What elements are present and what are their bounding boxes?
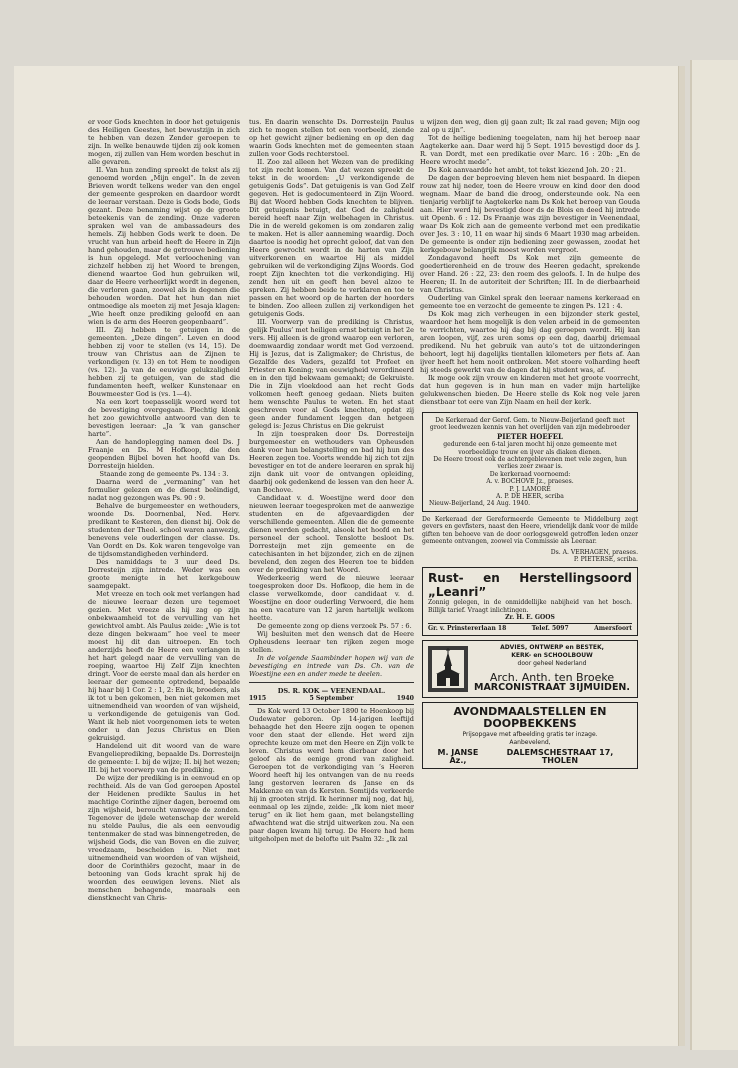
ad-architect: [422, 640, 638, 698]
notice-line: De kerkeraad voornoemd:: [489, 470, 571, 478]
col3-paragraph: Ik moge ook zijn vrouw en kinderen met het groote voorrecht, dat hun gegeven is in hun man en vader mijn hartelijke gelukwenschen bieden. De Heere stelle ds Kok nog vele jaren dienstbaar tot eere van Zijn Naam en heil der kerk.: [420, 374, 640, 406]
col1-paragraph: Aan de handoplegging namen deel Ds. J Fraanje en Ds. M Hofkoop, die den geopenden Bijbel boven het hoofd van Ds. Dorresteijn hielden.: [88, 438, 240, 470]
ad-communion-line: Prijsopgave met afbeelding gratis ter inzage.: [462, 731, 598, 739]
ad-architect-line: door geheel Nederland: [517, 660, 587, 668]
notice-line: Nieuw-Beijerland, 24 Aug. 1940.: [429, 500, 531, 508]
notice-line: gedurende een 6-tal jaren mocht hij onze gemeente met voorbeeldige trouw en ijver als diaken dienen.: [443, 441, 617, 456]
column-2: [249, 118, 414, 843]
col2-paragraph: tus. En daarin wenschte Ds. Dorresteijn Paulus zich te mogen stellen tot een voorbeeld, ziende op het gewicht zijner bediening en op den dag waarin Gods knechten met de gemeenten staan zullen voor Gods rechterstoel.: [249, 118, 414, 158]
ad-communion-title: AVONDMAALSTELLEN EN: [453, 705, 607, 719]
divider: [249, 682, 414, 683]
date-left: 1915: [249, 695, 267, 702]
ad-communion-line: Aanbevelend,: [509, 739, 551, 747]
col3-paragraph: Ouderling van Ginkel sprak den leeraar namens kerkeraad en gemeente toe en verzocht de gemeente te zingen Ps. 121 : 4.: [420, 294, 640, 310]
ad-rest-home-addr: Gr. v. Prinstererlaan 18: [428, 624, 507, 632]
col2-paragraph: Wij besluiten met den wensch dat de Heere Opheusdens leeraar ten rijken zegen moge stellen.: [249, 630, 414, 654]
ad-rest-home-tel: Telef. 5097: [531, 624, 569, 632]
thanks-sig1: Ds. A. VERHAGEN, praeses.: [550, 548, 638, 556]
col3-paragraph: Ds Kok aanvaardde het ambt, tot tekst kiezend Joh. 20 : 21.: [428, 166, 626, 174]
col1-paragraph: Daarna werd de „vermaning” van het formulier gelezen en de dienst beëindigd, nadat nog gezongen was Ps. 90 : 9.: [88, 478, 240, 502]
adjacent-page-strip: [690, 60, 738, 1050]
col2-paragraph: Wederkeerig werd de nieuwe leeraar toegesproken door Ds. Hofkoop, die hem in de classe verwelkomde, door candidaat v. d. Woestijne en door ouderling Verwoerd, die hem na een vacature van 12 jaren hartelijk welkom heette.: [249, 574, 414, 622]
notice-name: PIETER HOEFEL: [497, 431, 563, 441]
ad-rest-home-city: Amersfoort: [594, 624, 632, 632]
notice-line: De Kerkeraad der Gerof. Gem. te Nieuw-Beijerland geeft met groot leedwezen kennis van het overlijden van zijn medebroeder: [429, 417, 631, 432]
ad-communion-sets: [422, 702, 638, 769]
ad-communion-name: M. JANSE Az.,: [437, 748, 479, 766]
col1-paragraph: II. Van hun zending spreekt de tekst als zij genoemd worden „Mijn engel”. In de zeven Brieven wordt telkens weder van den engel der gemeente gesproken en daardoor wordt de leeraar verstaan. Deze is Gods bode, Gods gezant. Deze benaming wijst op de groote beteekenis van de zending. Onze vaderen spraken wel van de ambassadeurs des hemels. Zij hebben Gods werk te doen. De vrucht van hun arbeid heeft de Heere in Zijn hand gehouden, maar de getrouwe bediening is hun opgelegd. Met verloochening van zichzelf hebben zij het Woord te brengen, dienend waartoe God hun gebruiken wil, daar de Heere verheerlijkt wordt in degenen, die verloren gaan, zoowel als in degenen die behouden worden. Dat het hun dan niet ontmoedige als moeten zij met Jesaja klagen: „Wie heeft onze prediking geloofd en aan wien is de arm des Heeren geopenbaard”.: [88, 166, 240, 326]
col1-paragraph: Staande zong de gemeente Ps. 134 : 3.: [99, 470, 229, 478]
col1-paragraph: er voor Gods knechten in door het getuigenis des Heiligen Geestes, het bewustzijn in zich te hebben van dezen Zender geroepen te zijn. In welke benauwde tijden zij ook komen mogen, zij zullen van Hem worden beschut in alle gevaren.: [88, 118, 240, 166]
ad-communion-title2: DOOPBEKKENS: [483, 717, 577, 731]
col2-paragraph: In zijn toespraken door Ds. Dorresteijn burgemeester en wethouders van Opheusden dank voor hun belangstelling en bad hij hun des Heeren zegen toe. Voorts wendde hij zich tot zijn bevestiger en tot de andere leeraren en sprak hij zijn dank uit voor de ontvangen opleiding, daarbij ook gedenkend de lessen van den heer A. van Bochove.: [249, 430, 414, 494]
ad-architect-text: [470, 644, 634, 694]
col3-paragraph: Tot de heilige bediening toegelaten, nam hij het beroep naar Aagtekerke aan. Daar werd hij 5 Sept. 1915 bevestigd door ds J. R. van Dordt, met een predikatie over Marc. 16 : 20b: „En de Heere wrocht mede”.: [420, 134, 640, 166]
ad-architect-city: IJMUIDEN.: [576, 682, 630, 694]
ad-communion-address: DALEMSCHESTRAAT 17, THOLEN: [506, 748, 614, 766]
death-notice: [422, 412, 638, 512]
article2-paragraph: Ds Kok werd 13 October 1890 te Hoenkoop bij Oudewater geboren. Op 14-jarigen leeftijd behaagde het den Heere zijn oogen te openen voor den staat der ellende. Het werd zijn oprechte keuze om met den Heere en Zijn volk te leven. Christus werd hem dierbaar door het geloof als de eenige grond van zaligheid. Geroepen tot de verkondiging van ’s Heeren Woord heeft hij les ontvangen van de nu reeds lang gestorven leeraren ds Janse en ds Makkenze en van ds Kersten. Somtijds verkeerde hij in grooten strijd. Ik herinner mij nog, dat hij, eenmaal op les zijnde, zeide: „Ik kom niet meer terug” en ik liet hem gaan, met belangstelling afwachtend wat die strijd uitwerken zou. Na een paar dagen kwam hij terug. De Heere had hem uitgeholpen met de belofte uit Psalm 32: „Ik zal: [249, 707, 414, 843]
date-right: 1940: [396, 695, 414, 702]
col2-paragraph: Candidaat v. d. Woestijne werd door den nieuwen leeraar toegesproken met de aanwezige studenten en de afgevaardigden der verschillende gemeenten. Allen die de gemeente dienen werden gedacht, alsook het hoofd en het personeel der school. Tenslotte besloot Ds. Dorresteijn met zijn gemeente en de catechisanten in het bijzonder, zich en de zijnen bevelend, den zegen des Heeren toe te bidden over de prediking van het Woord.: [249, 494, 414, 574]
ad-architect-line: KERK- en SCHOOLBOUW: [511, 652, 593, 660]
notice-line: A. P. DE HEER, scriba: [496, 493, 564, 501]
ad-rest-home-name: Zr. H. E. GOOS: [505, 613, 555, 621]
notice-line: P. J. LAMORÉ: [509, 485, 551, 493]
column-3: [420, 118, 640, 773]
ad-rest-home-line: Zonnig gelegen, in de onmiddellijke nabijheid van het bosch. Billijk tarief. Vraagt inlichtingen.: [428, 599, 632, 614]
col1-paragraph: Behalve de burgemeester en wethouders, woonde Ds. Doornenbal, Ned. Herv. predikant te Kesteren, den dienst bij. Ook de studenten der Theol. school waren aanwezig, benevens vele ouderlingen der classe. Ds. Van Oordt en Ds. Kok waren tengevolge van de tijdsomstandigheden verhinderd.: [88, 502, 240, 558]
ad-architect-name: Arch. Anth. ten Broeke: [489, 671, 615, 685]
col2-paragraph: III. Voorwerp van de prediking is Christus, gelijk Paulus’ met heiligen ernst betuigt in het 2e vers. Hij alleen is de grond waarop een verloren, doemwaardig zondaar wordt met God verzoend. Hij is Jezus, dat is Zaligmaker; de Christus, de Gezalfde des Vaders, gezalfd tot Profeet en Priester en Koning; van eeuwigheid verordineerd en in den tijd bekwaam gemaakt; de Gekruiste. Die in Zijn vloekdood aan het recht Gods volkomen heeft genoeg gedaan. Niets buiten hem wenschte Paulus te weten. En het staat geschreven voor al Gods knechten, opdat zij geen ander fundament leggen dan hetgeen gelegd is: Jezus Christus en Die gekruist: [249, 318, 414, 430]
ad-communion-footer: [428, 749, 632, 765]
ad-rest-home-footer: [428, 623, 632, 632]
thanks-sig2: P. PIETERSE, scriba.: [573, 555, 638, 563]
col1-paragraph: De wijze der prediking is in eenvoud en op rechtheid. Als de van God geroepen Apostel der Heidenen predikte Saulus in het machtige Corinthe zijner dagen, beroemd om zijn wijsheid, beroucht vanwege de zonden. Tegenover de ijdele wetenschap der wereld nu stelde Paulus, die als een eenvoudig tentenmaker de stad was binnengetreden, de wijsheid Gods, die van Boven en die zuiver, vreedzaam, bescheiden is. Niet met uitnemendheid van woorden of van wijsheid, door de Corinthiërs gezocht, maar in de betooning van Gods kracht sprak hij de woorden des eeuwigen levens. Niet als menschen behagende, maaraals een dienstknecht van Chris-: [88, 774, 240, 902]
col3-paragraph: u wijzen den weg, dien gij gaan zult; Ik zal raad geven; Mijn oog zal op u zijn”.: [420, 118, 640, 134]
col1-paragraph: Handelend uit dit woord van de ware Evangelieprediking, bepaalde Ds. Dorresteijn de gemeente: I. bij de wijze; II. bij het wezen; III. bij het voorwerp van de prediking.: [88, 742, 240, 774]
col1-paragraph: Na een kort toepasselijk woord werd tot de bevestiging overgegaan. Plechtig klonk het zoo gewichtvolle antwoord van den te bevestigen leeraar: „Ja ’k van ganscher harte”.: [88, 398, 240, 438]
col1-paragraph: Met vreeze en toch ook met verlangen had de nieuwe leeraar dezen ure tegemoet gezien. Met vreeze als hij zag op zijn onbekwaamheid tot de vervulling van het gewichtvol ambt. Als Paulus zeide: „Wie is tot deze dingen bekwaam” hoe veel te meer moest hij dit dan uitroepen. En toch anderzijds heeft de Heere een verlangen in het hart gelegd naar de vervulling van de roeping, waartoe Hij Zelf Zijn knechten dringt. Voor de eerste maal dan als herder en leeraar der gemeente optredend, bepaalde hij haar bij 1 Cor. 2 : 1, 2: En ik, broeders, als ik tot u ben gekomen, ben niet gekomen met uitnemendheid van woorden of van wijsheid, u verkondigende de getuigenis van God. Want ik heb niet voorgenomen iets te weten onder u dan Jezus Christus en Dien gekruisigd.: [88, 590, 240, 742]
col2-paragraph: II. Zoo zal alleen het Wezen van de prediking tot zijn recht komen. Van dat wezen spreekt de tekst in de woorden: „U verkondigende de getuigenis Gods”. Dat getuigenis is van God Zelf gegeven. Het is gedocumenteerd in Zijn Woord. Bij dat Woord hebben Gods knechten te blijven. Dit getuigenis betuigt, dat God de zaligheid bereid heeft naar Zijn welbehagen in Christus. Die in de wereld gekomen is om zondaren zalig te maken. Het is aller aanneming waardig. Doch daartoe is noodig het oprecht geloof, dat van den Heere gewrocht wordt in de harten van Zijn uitverkorenen en waartoe Hij als middel gebruiken wil de verkondiging Zijns Woords. God roept Zijn knechten tot die verkondiging. Hij zendt hen uit en geeft hen bevel alzoo te spreken. Zij hebben beide te verklaren en toe te passen en het woord op de harten der hoorders te binden. Zoo alleen zullen zij verkondigen het getuigenis Gods.: [249, 158, 414, 318]
ad-architect-address: [470, 684, 634, 692]
article-heading: DS. R. KOK — VEENENDAAL.: [277, 687, 386, 695]
ad-architect-line: ADVIES, ONTWERP en BESTEK,: [500, 644, 604, 652]
ad-architect-street: MARCONISTRAAT 3: [474, 682, 576, 694]
col1-paragraph: Des namiddags te 3 uur deed Ds. Dorresteijn zijn intrede. Weder was een groote menigte in het kerkgebouw saamgepakt.: [88, 558, 240, 590]
column-1: [88, 118, 240, 902]
notice-line: De Heere troost ook de achtergeblevenen met vele zegen, hun verlies zeer zwaar is.: [433, 456, 627, 471]
article-dateline: [249, 695, 414, 705]
notice-line: A. v. BOCHOVE Jz., praeses.: [486, 478, 574, 486]
col3-paragraph: Zondagavond heeft Ds Kok met zijn gemeente de goedertierenheid en de trouw des Heeren gedacht, sprekende over Hand. 26 : 22, 23: den roem des geloofs. I. In de hulpe des Heeren; II. In de autoriteit der Schriften; III. In de dierbaarheid van Christus.: [420, 254, 640, 294]
col2-paragraph-italic: In de volgende Saambinder hopen wij van de bevestiging en intrede van Ds. Ch. van de Woestijne een en ander mede te deelen.: [249, 654, 414, 678]
ad-rest-home: [422, 567, 638, 636]
page-edge: [678, 66, 685, 1046]
col2-paragraph: De gemeente zong op diens verzoek Ps. 57 : 6.: [257, 622, 412, 630]
church-icon: [426, 644, 470, 694]
date-mid: 5 September: [309, 695, 354, 702]
col3-paragraph: Ds Kok mag zich verheugen in een bijzonder sterk gestel, waardoor het hem mogelijk is den velen arbeid in de gemeenten te verrichten, waartoe hij dag bij dag geroepen wordt. Hij kan aren loopen, vijf, zes uren soms op een dag, daarbij driemaal predikend. Nu het gebruik van auto’s tot de uitzonderingen behoort, legt hij dagelijks tientallen kilometers per fiets af. Aan ijver heeft het hem nooit ontbroken. Met stoere volharding heeft hij steeds gewerkt van de dagen dat hij student was, af.: [420, 310, 640, 374]
col1-paragraph: III. Zij hebben te getuigen in de gemeenten. „Deze dingen”. Leven en dood hebben zij voor te stellen (vs 14, 15). De trouw van Christus aan de Zijnen te verkondigen (v. 13) en tot Hem te noodigen (vs. 12). Ja van de eeuwige gelukzaligheid hebben zij te getuigen, van de stad die fundamenten heeft, welker Kunstenaar en Bouwmeester God is (vs. 1—4).: [88, 326, 240, 398]
col3-paragraph: De dagen der beproeving bleven hem niet bespaard. In diepen rouw zat hij neder, toen de Heere vrouw en kind door den dood wegnam. Maar de band die droog, ondersteunde ook. Na een tienjarig verblijf te Aagtekerke nam Ds Kok het beroep van Gouda aan. Hier werd hij bevestigd door ds de Blois en deed hij intrede uit Openb. 6 : 12. Ds Fraanje was zijn bevestiger in Veenendaal, waar Ds Kok zich aan de gemeente verbond met een predikatie over Jes. 3 : 10, 11 en waar hij sinds 6 Maart 1930 mag arbeiden. De gemeente is onder zijn bediening zeer gewassen, zoodat het kerkgebouw belangrijk moest worden vergroot.: [420, 174, 640, 254]
ad-rest-home-title: Rust- en Herstellingsoord „Leanri”: [428, 571, 632, 600]
thanks-text: De Kerkeraad der Gereformeerde Gemeente te Middelburg zegt gevers en gevfisters, naast den Heere, vriendelijk dank voor de milde giften ten behoeve van de door oorlogsgeweld getroffen leden onzer gemeente ontvangen, zoowel via Commissie als Leeraar.: [422, 515, 638, 546]
thanks-notice: [422, 516, 638, 563]
